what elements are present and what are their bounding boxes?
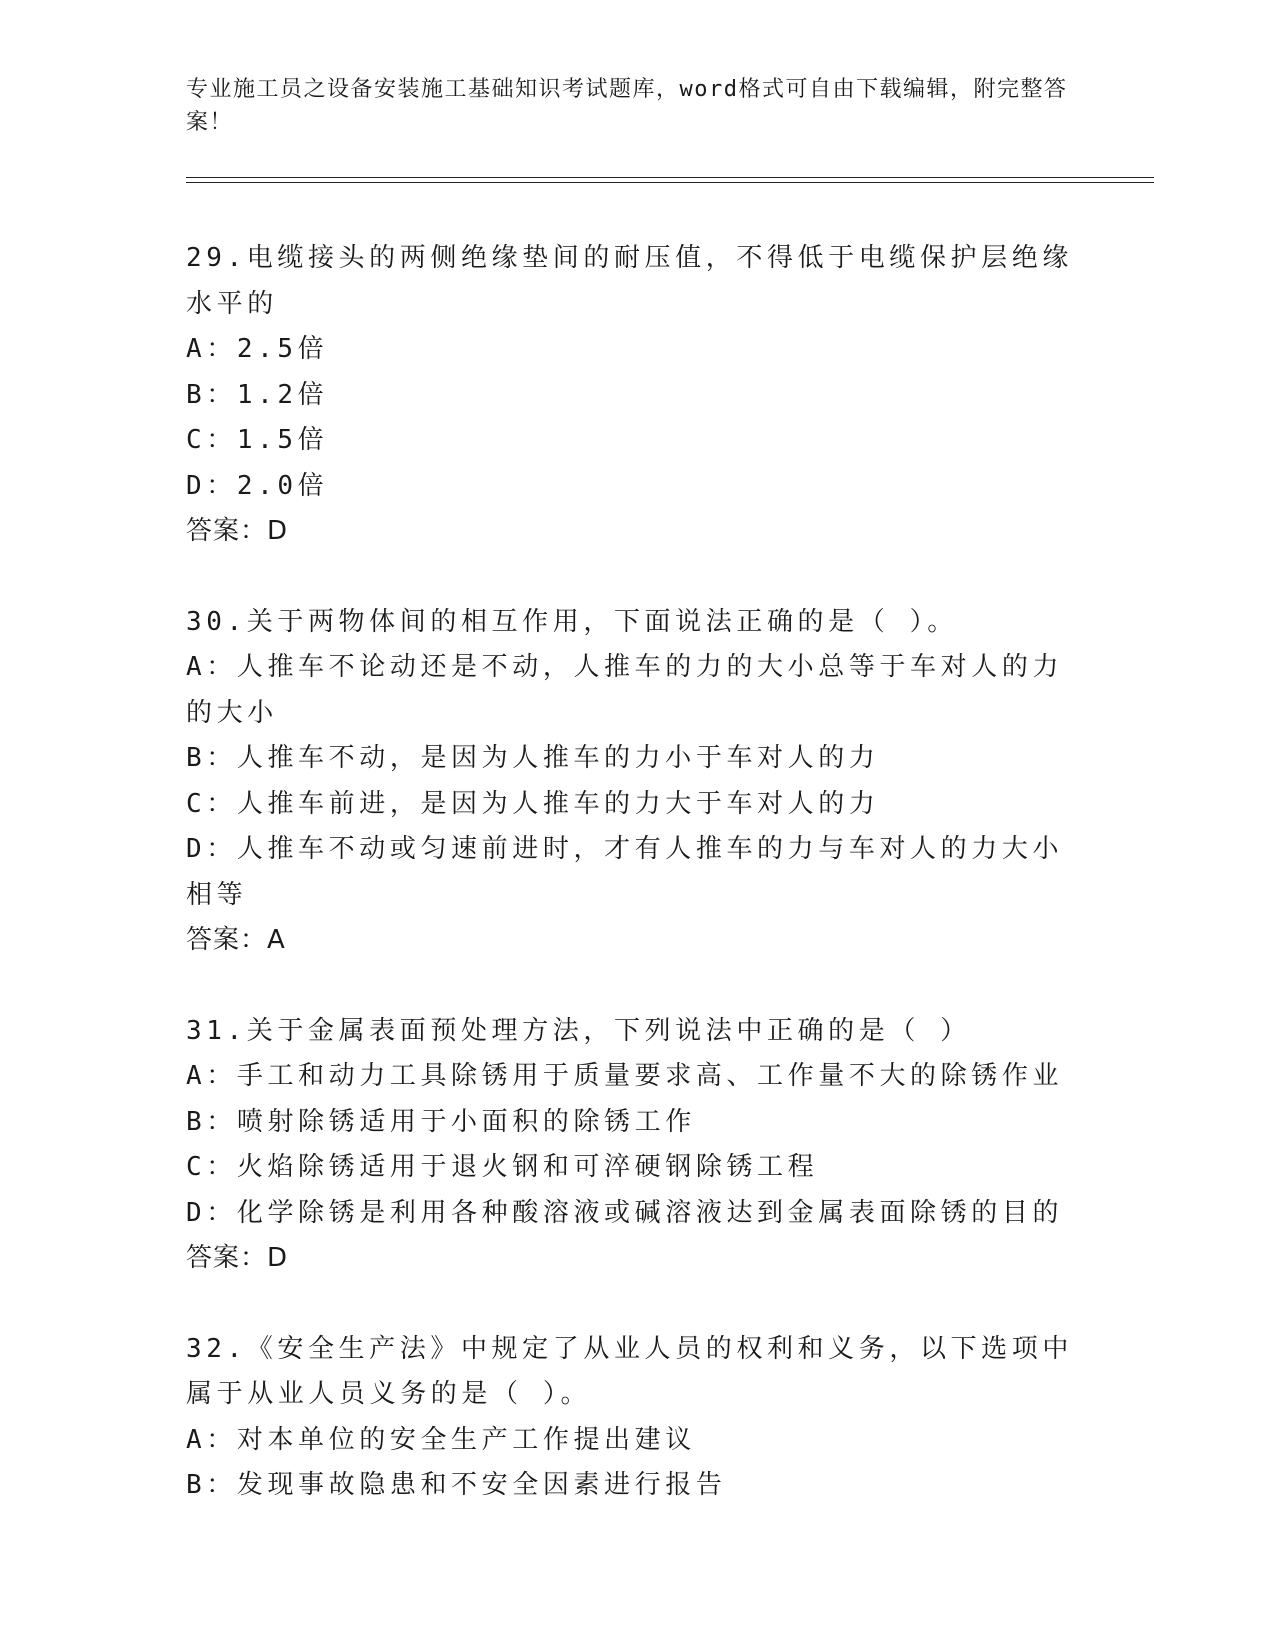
question-32 xyxy=(186,1327,1086,1509)
answer: 答案：D xyxy=(186,1243,289,1273)
option-b: B：人推车不动，是因为人推车的力小于车对人的力 xyxy=(186,743,880,773)
header-divider-bottom xyxy=(186,182,1154,183)
option-b: B：发现事故隐患和不安全因素进行报告 xyxy=(186,1470,727,1500)
question-stem: 29.电缆接头的两侧绝缘垫间的耐压值，不得低于电缆保护层绝缘水平的 xyxy=(186,243,1073,319)
option-d: D：化学除锈是利用各种酸溶液或碱溶液达到金属表面除锈的目的 xyxy=(186,1197,1064,1228)
answer: 答案：A xyxy=(186,925,286,955)
option-a: A：手工和动力工具除锈用于质量要求高、工作量不大的除锈作业 xyxy=(186,1061,1064,1091)
option-c: C：火焰除锈适用于退火钢和可淬硬钢除锈工程 xyxy=(186,1152,819,1182)
question-29 xyxy=(186,236,1086,555)
document-header: 专业施工员之设备安装施工基础知识考试题库，word格式可自由下载编辑，附完整答案！ xyxy=(186,77,1068,135)
question-list xyxy=(186,236,1086,1554)
option-c: C：1.5倍 xyxy=(186,425,329,455)
option-c: C：人推车前进，是因为人推车的力大于车对人的力 xyxy=(186,788,880,819)
option-d: D：2.0倍 xyxy=(186,470,329,501)
option-b: B：喷射除锈适用于小面积的除锈工作 xyxy=(186,1106,696,1137)
header-divider-top xyxy=(186,177,1154,178)
answer: 答案：D xyxy=(186,516,289,546)
question-stem: 32.《安全生产法》中规定了从业人员的权利和义务，以下选项中属于从业人员义务的是（ ）。 xyxy=(186,1333,1073,1409)
option-a: A：2.5倍 xyxy=(186,334,329,364)
question-30 xyxy=(186,600,1086,964)
question-stem: 30.关于两物体间的相互作用，下面说法正确的是（ ）。 xyxy=(186,606,958,637)
option-a: A：人推车不论动还是不动，人推车的力的大小总等于车对人的力的大小 xyxy=(186,652,1064,728)
option-b: B：1.2倍 xyxy=(186,379,329,410)
question-stem: 31.关于金属表面预处理方法，下列说法中正确的是（ ） xyxy=(186,1015,971,1046)
option-a: A：对本单位的安全生产工作提出建议 xyxy=(186,1424,696,1455)
question-31 xyxy=(186,1009,1086,1282)
option-d: D：人推车不动或匀速前进时，才有人推车的力与车对人的力大小相等 xyxy=(186,834,1064,910)
